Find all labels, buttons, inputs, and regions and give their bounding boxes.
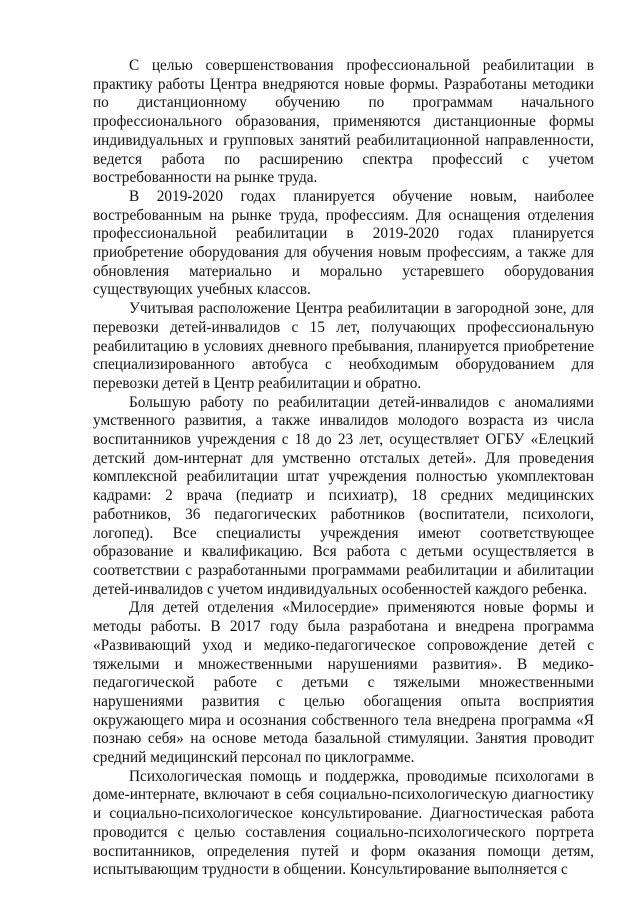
paragraph-bus-acquisition: Учитывая расположение Центра реабилитации в загородной зоне, для перевозки детей-инвалидов с 15 лет, получающих профессиональную реабилитацию в условиях дневного пребывания, планируется приобретение специализированного автобуса с необходимым оборудованием для перевозки детей в Центр реабилитации и обратно. [93,300,594,392]
document-body [93,57,594,880]
paragraph-psychological-support: Психологическая помощь и поддержка, проводимые психологами в доме-интернате, включают в себя социально-психологическую диагностику и социально-психологическое консультирование. Диагностическая работа проводится с целью составления социально-психологического портрета воспитанников, определения путей и форм оказания помощи детям, испытывающим трудности в общении. Консультирование выполняется с [93,767,594,879]
paragraph-yelets-orphanage: Большую работу по реабилитации детей-инвалидов с аномалиями умственного развития, а также инвалидов молодого возраста из числа воспитанников учреждения с 18 до 23 лет, осуществляет ОГБУ «Елецкий детский дом-интернат для умственно отсталых детей». Для проведения комплексной реабилитации штат учреждения полностью укомплектован кадрами: 2 врача (педиатр и психиатр), 18 средних медицинских работников, 36 педагогических работников (воспитатели, психологи, логопед). Все специалисты учреждения имеют соответствующее образование и квалификацию. Вся работа с детьми осуществляется в соответствии с разработанными программами реабилитации и абилитации детей-инвалидов с учетом индивидуальных особенностей каждого ребенка. [93,393,594,598]
paragraph-miloserdie-department: Для детей отделения «Милосердие» применяются новые формы и методы работы. В 2017 году была разработана и внедрена программа «Развивающий уход и медико-педагогическое сопровождение детей с тяжелыми и множественными нарушениями развития». В медико-педагогической работе с детьми с тяжелыми множественными нарушениями развития с целью обогащения опыта восприятия окружающего мира и осознания собственного тела внедрена программа «Я познаю себя» на основе метода базальной стимуляции. Занятия проводит средний медицинский персонал по циклограмме. [93,599,594,767]
paragraph-professional-rehabilitation-forms: С целью совершенствования профессиональной реабилитации в практику работы Центра внедряются новые формы. Разработаны методики по дистанционному обучению по программам начального профессионального образования, применяются дистанционные формы индивидуальных и групповых занятий реабилитационной направленности, ведется работа по расширению спектра профессий с учетом востребованности на рынке труда. [93,57,594,187]
paragraph-training-plans-2019-2020: В 2019-2020 годах планируется обучение новым, наиболее востребованным на рынке труда, профессиям. Для оснащения отделения профессиональной реабилитации в 2019-2020 годах планируется приобретение оборудования для обучения новым профессиям, а также для обновления материально и морально устаревшего оборудования существующих учебных классов. [93,187,594,299]
